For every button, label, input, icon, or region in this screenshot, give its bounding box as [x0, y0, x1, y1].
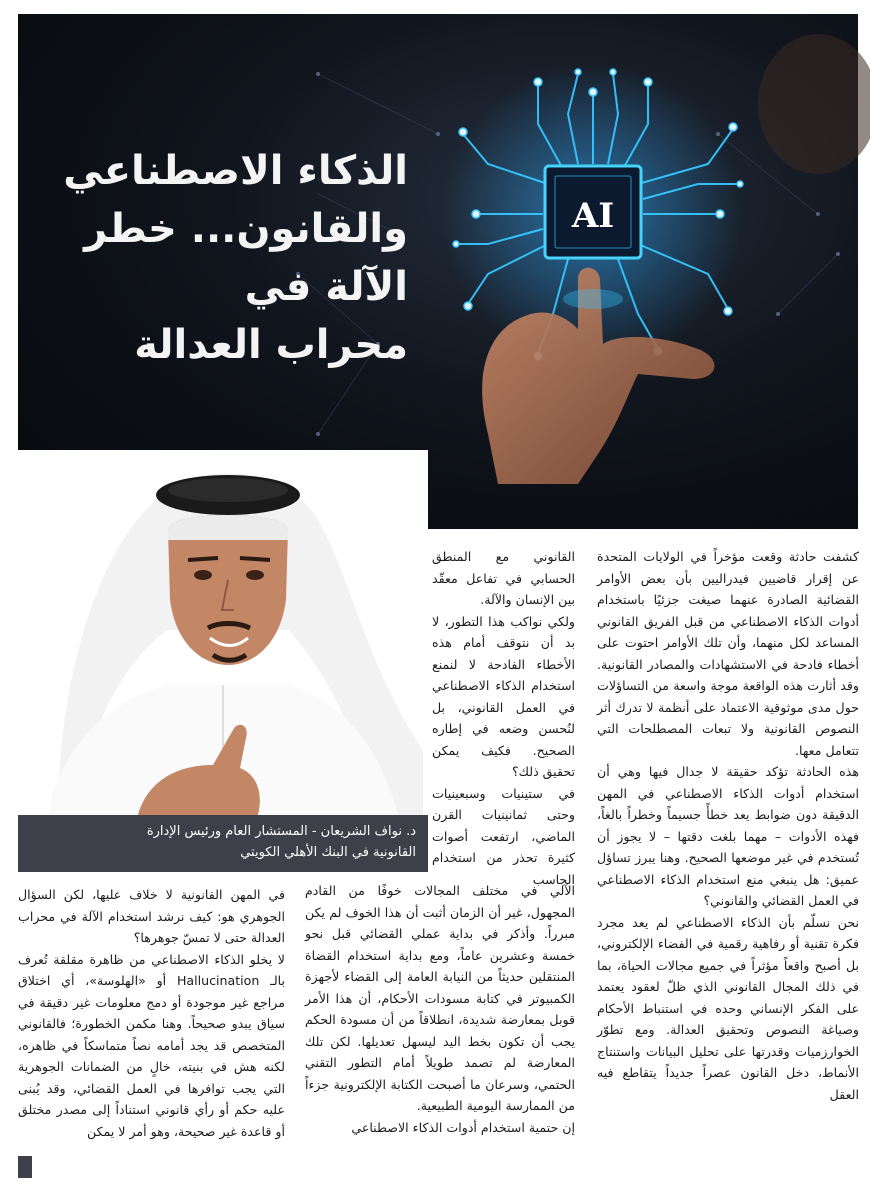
author-caption	[18, 815, 428, 872]
continue-arrow-icon	[18, 1156, 32, 1178]
paragraph: نحن نسلّم بأن الذكاء الاصطناعي لم يعد مجرد فكرة تقنية أو رفاهية رقمية في الفضاء الإلكتروني، بل أصبح واقعاً مؤثراً في جميع مجالات الحياة، بما في ذلك المجال القانوني الذي ظلّ لعقود يعتمد على الفكر الإنساني وحده في استنباط الأحكام وصياغة النصوص وتحقيق العدالة. ومع تطوّر الخوارزميات وقدرتها على تحليل البيانات واستنتاج الأنماط، دخل القانون عصراً جديداً يتقاطع فيه العقل	[597, 914, 859, 1102]
hero-title-line-3: الآلة في	[244, 264, 408, 310]
paragraph: القانوني مع المنطق الحسابي في تفاعل معقّد بين الإنسان والآلة.	[432, 549, 575, 607]
caption-line-2: القانونية في البنك الأهلي الكويتي	[240, 845, 416, 860]
article-column-middle-top	[432, 546, 575, 887]
paragraph: ولكي نواكب هذا التطور، لا بد أن نتوقف أمام هذه الأخطاء الفادحة لا لنمنع استخدام الذكاء الاصطناعي في العمل القانوني، بل لنُحسن وضعه في إطاره الصحيح. فكيف يمكن تحقيق ذلك؟	[432, 613, 575, 779]
hero-title	[38, 142, 408, 374]
article-column-middle-bottom	[305, 880, 575, 1196]
ai-chip-label: AI	[571, 196, 615, 236]
caption-line-1: د. نواف الشريعان - المستشار العام ورئيس الإدارة	[146, 824, 416, 839]
hero-title-line-4: محراب العدالة	[134, 322, 408, 368]
author-portrait	[18, 450, 428, 815]
article-column-right	[597, 546, 859, 1196]
paragraph: في المهن القانونية لا خلاف عليها، لكن السؤال الجوهري هو: كيف نرشد استخدام الآلة في محراب العدالة حتى لا تمسّ جوهرها؟	[18, 887, 285, 945]
paragraph: الآلي في مختلف المجالات خوفًا من القادم المجهول، غير أن الزمان أثبت أن هذا الخوف لم يكن مبرراً. وأذكر في بداية عملي القضائي قبل نحو خمسة وعشرين عاماً، ومع بداية استخدام القضاة المنتقلين حديثاً من النيابة العامة إلى القضاء لأجهزة الكمبيوتر في كتابة مسودات الأحكام، أن هذا الأمر قوبل بمعارضة شديدة، انطلاقاً من أن مسودة الحكم يجب أن تكون بخط اليد ليسهل تعديلها. لكن تلك المعارضة لم تصمد طويلاً أمام التطور التقني الحتمي، وسرعان ما أصبحت الكتابة الإلكترونية جزءاً من الممارسة اليومية الطبيعية.	[305, 883, 575, 1113]
paragraph: إن حتمية استخدام أدوات الذكاء الاصطناعي	[351, 1119, 575, 1135]
paragraph: كشفت حادثة وقعت مؤخراً في الولايات المتحدة عن إقرار قاضيين فيدراليين بأن بعض الأوامر القضائية الصادرة عنهما صيغت جزئيًا باستخدام أدوات الذكاء الاصطناعي من قبل الفريق القانوني المساعد لكل منهما، وأن تلك الأوامر احتوت على أخطاء فادحة في الاستشهادات والمصادر القانونية. وقد أثارت هذه الواقعة موجة واسعة من التساؤلات حول مدى موثوقية الاعتماد على أنظمة لا تدرك أثر النصوص القانونية ولا تبعات المصطلحات التي تتعامل معها.	[597, 549, 859, 758]
hero-title-line-1: الذكاء الاصطناعي	[63, 148, 408, 194]
author-photo	[18, 450, 428, 815]
paragraph: هذه الحادثة تؤكد حقيقة لا جدال فيها وهي أن استخدام أدوات الذكاء الاصطناعي في المهن الدقيقة دون ضوابط يعد خطأً جسيماً وخطراً بالغاً، فهذه الأدوات – مهما بلغت دقتها – لا يجوز أن تُستخدم في غير موضعها الصحيح. وهنا يبرز تساؤل عميق: هل ينبغي منع استخدام الذكاء الاصطناعي في العمل القضائي والقانوني؟	[597, 764, 859, 908]
paragraph: لا يخلو الذكاء الاصطناعي من ظاهرة مقلقة تُعرف بالـ Hallucination أو «الهلوسة»، أي اختلاق مراجع غير موجودة أو دمج معلومات غير دقيقة في سياق يبدو صحيحاً. وهنا مكمن الخطورة؛ فالقانوني المتخصص قد يجد أمامه نصاً متماسكاً في ظاهره، لكنه هش في بنيته، خالٍ من الضمانات الجوهرية التي يجب توافرها في العمل القضائي، وقد يُبنى عليه حكم أو رأي قانوني استناداً إلى مصدر مختلق أو قاعدة غير صحيحة، وهو أمر لا يمكن	[18, 951, 286, 1139]
paragraph: في ستينيات وسبعينيات وحتى ثمانينيات القرن الماضي، ارتفعت أصوات كثيرة تحذر من استخدام الحاسب	[432, 785, 575, 887]
hero-title-line-2: والقانون... خطر	[84, 206, 408, 252]
article-column-left	[18, 884, 285, 1184]
